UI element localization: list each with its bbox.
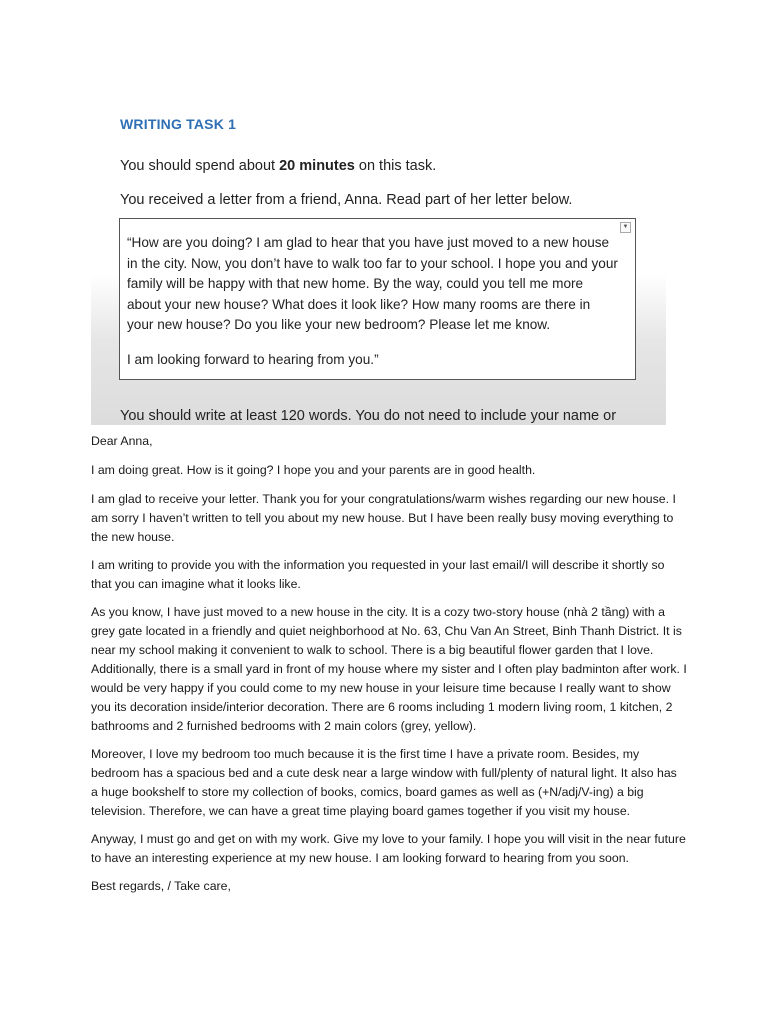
letter-paragraph: Moreover, I love my bedroom too much because it is the first time I have a private room. Besides, my bedroom has a spacious bed and a cute desk near a large window with full/plenty of natural light. It also has a huge bookshelf to store my collection of books, comics, board games as well as (+N/adj/V-ing) a big television. Therefore, we can have a great time playing board games together if you visit my house. xyxy=(91,747,677,818)
task-word-instruction: You should write at least 120 words. You do not need to include your name or xyxy=(120,408,617,424)
task-title: WRITING TASK 1 xyxy=(120,116,237,132)
time-pre: You should spend about xyxy=(120,158,280,174)
task-intro: You received a letter from a friend, Anna. Read part of her letter below. xyxy=(120,192,573,208)
letter-paragraph: Anyway, I must go and get on with my work. Give my love to your family. I hope you will visit in the near future to have an interesting experience at my new house. I am looking forward to hearing from you soon. xyxy=(91,832,686,865)
salutation: Dear Anna, xyxy=(91,434,153,448)
time-post: on this task. xyxy=(354,158,437,174)
chevron-down-icon[interactable]: ▼ xyxy=(620,222,631,233)
quoted-line: about your new house? What does it look like? How many rooms are there in xyxy=(127,296,591,312)
letter-paragraph: I am writing to provide you with the information you requested in your last email/I will describe it shortly so that you can imagine what it looks like. xyxy=(91,558,665,591)
task-time-instruction xyxy=(120,158,436,174)
quoted-letter-closing: I am looking forward to hearing from you.” xyxy=(127,351,379,367)
quoted-line: “How are you doing? I am glad to hear that you have just moved to a new house xyxy=(127,235,610,250)
reply-letter xyxy=(91,432,687,905)
letter-paragraph: As you know, I have just moved to a new house in the city. It is a cozy two-story house (nhà 2 tầng) with a grey gate located in a friendly and quiet neighborhood at No. 63, Chu Van An Street, Binh Thanh District. It is near my school making it convenient to walk to school. There is a big beautiful flower garden that I love. Additionally, there is a small yard in front of my house where my sister and I often play badminton after work. I would be very happy if you could come to my new house in your leisure time because I really want to show you its decoration inside/interior decoration. There are 6 rooms including 1 modern living room, 1 kitchen, 2 bathrooms and 2 furnished bedrooms with 2 main colors (grey, yellow). xyxy=(91,605,687,733)
quoted-letter-box xyxy=(119,218,636,380)
signoff: Best regards, / Take care, xyxy=(91,879,231,893)
task-screenshot xyxy=(91,90,666,425)
time-bold: 20 minutes xyxy=(279,158,355,174)
quoted-line: in the city. Now, you don’t have to walk too far to your school. I hope you and your xyxy=(127,255,618,271)
quoted-letter-body xyxy=(127,233,629,336)
letter-paragraph: I am doing great. How is it going? I hope you and your parents are in good health. xyxy=(91,463,536,477)
letter-paragraph: I am glad to receive your letter. Thank you for your congratulations/warm wishes regarding our new house. I am sorry I haven’t written to tell you about my new house. But I have been really busy moving everything to the new house. xyxy=(91,492,676,544)
quoted-line: family will be happy with that new home. By the way, could you tell me more xyxy=(127,276,584,292)
quoted-line: your new house? Do you like your new bedroom? Please let me know. xyxy=(127,317,551,333)
